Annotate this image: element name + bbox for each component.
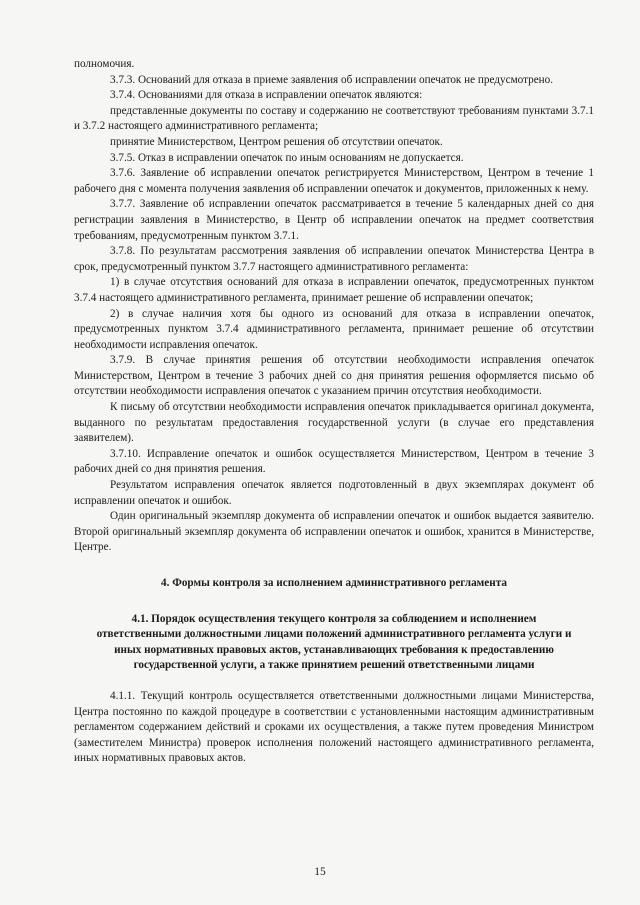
- paragraph-3-7-4: 3.7.4. Основаниями для отказа в исправлении опечаток являются:: [110, 89, 423, 102]
- paragraph-3-7-4-item-2: принятие Министерством, Центром решения об отсутствии опечаток.: [110, 135, 443, 148]
- paragraph-3-7-4-item-1: представленные документы по составу и содержанию не соответствуют требованиям пунктами 3.7.1 и 3.7.2 настоящего административного регламента;: [74, 104, 594, 133]
- subsection-title: 4.1. Порядок осуществления текущего контроля за соблюдением и исполнением ответственными должностными лицами положений административного регламента услуги и иных нормативных правовых актов, устанавливающих требования к предоставлению государственной услуги, а также принятием решений ответственными лицами: [96, 612, 572, 672]
- paragraph-3-7-8: 3.7.8. По результатам рассмотрения заявления об исправлении опечаток Министерства Центра в срок, предусмотренный пунктом 3.7.7 настоящего административного регламента:: [74, 245, 594, 273]
- paragraph-3-7-7: 3.7.7. Заявление об исправлении опечаток рассматривается в течение 5 календарных дней со дня регистрации заявления в Министерство, в Центр об исправлении опечаток на предмет соответствия требованиям, предусмотренным пунктом 3.7.1.: [74, 198, 594, 242]
- page-number: 15: [314, 866, 326, 878]
- paragraph-letter-attachment: К письму об отсутствии необходимости исправления опечаток прикладывается оригинал документа, выданного по результатам предоставления государственной услуги (в случае его представления заявителем).: [74, 401, 594, 445]
- paragraph-3-7-8-item-2: 2) в случае наличия хотя бы одного из оснований для отказа в исправлении опечаток, предусмотренных пунктом 3.7.4 административного регламента, принимает решение об отсутствии необходимости исправления опечаток.: [74, 307, 594, 351]
- section-title: 4. Формы контроля за исполнением административного регламента: [161, 577, 507, 589]
- paragraph-3-7-8-item-1: 1) в случае отсутствия оснований для отказа в исправлении опечаток, предусмотренных пунктом 3.7.4 настоящего административного регламента, принимает решение об исправлении опечаток;: [74, 276, 594, 304]
- paragraph-continuation: полномочия.: [74, 58, 135, 70]
- paragraph-original-copy: Один оригинальный экземпляр документа об исправлении опечаток и ошибок выдается заявителю. Второй оригинальный экземпляр документа об исправлении опечаток и ошибок, хранится в Министерстве, Центре.: [74, 510, 594, 554]
- paragraph-3-7-6: 3.7.6. Заявление об исправлении опечаток регистрируется Министерством, Центром в течение 1 рабочего дня с момента получения заявления об исправлении опечаток и документов, приложенных к нему.: [74, 167, 594, 195]
- paragraph-3-7-9: 3.7.9. В случае принятия решения об отсутствии необходимости исправления опечаток Министерством, Центром в течение 3 рабочих дней со дня принятия решения оформляется письмо об отсутствии необходимости исправления опечаток с указанием причин отсутствия необходимости.: [74, 354, 594, 398]
- spacer: [74, 674, 594, 689]
- paragraph-3-7-3: 3.7.3. Оснований для отказа в приеме заявления об исправлении опечаток не предусмотрено.: [110, 73, 554, 86]
- paragraph-4-1-1: 4.1.1. Текущий контроль осуществляется ответственными должностными лицами Министерства, Центра постоянно по каждой процедуре в соответствии с установленными настоящим административным регламентом содержанием действий и сроками их осуществления, а также путем проведения Министром (заместителем Министра) проверок исполнения положений настоящего административного регламента, иных нормативных правовых актов.: [74, 689, 594, 765]
- paragraph-3-7-5: 3.7.5. Отказ в исправлении опечаток по иным основаниям не допускается.: [110, 151, 464, 164]
- paragraph-3-7-10: 3.7.10. Исправление опечаток и ошибок осуществляется Министерством, Центром в течение 3 рабочих дней со дня принятия решения.: [74, 447, 594, 476]
- paragraph-result: Результатом исправления опечаток является подготовленный в двух экземплярах документ об исправлении опечаток и ошибок.: [74, 479, 594, 507]
